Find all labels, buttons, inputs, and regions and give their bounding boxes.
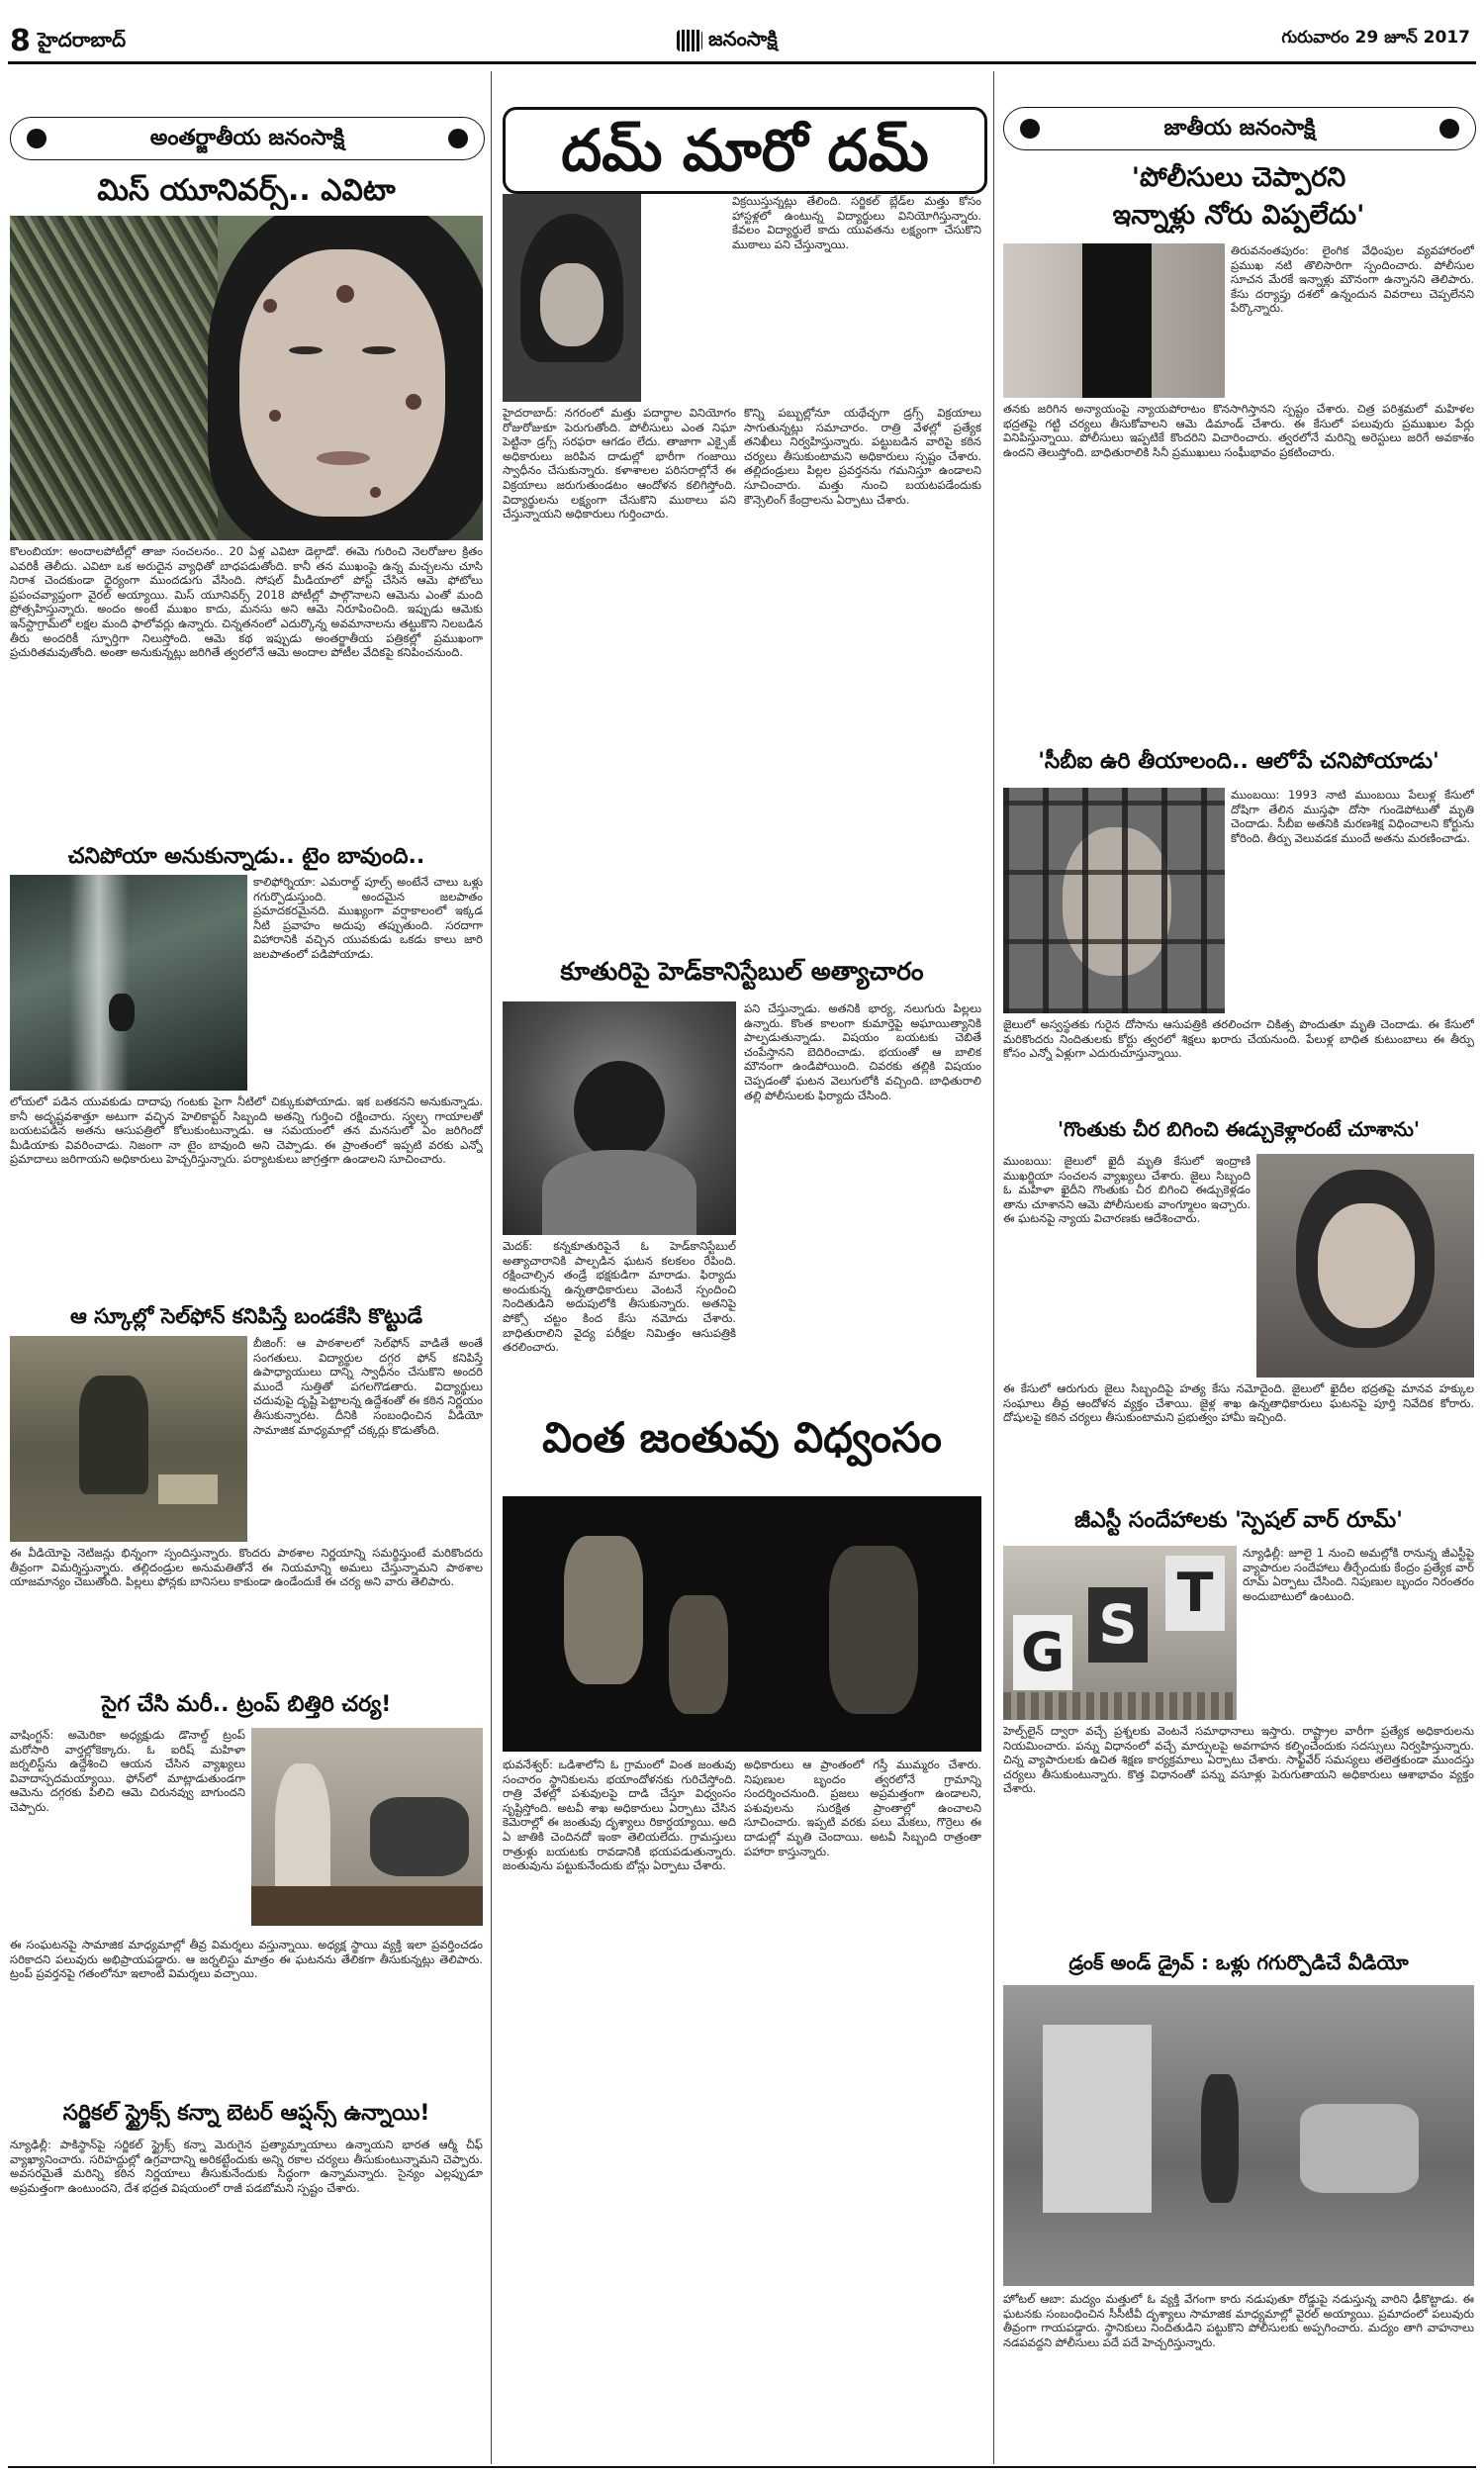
photo-school: [10, 1336, 247, 1542]
article-text: కొలంబియా: అందాలపోటీల్లో తాజా సంచలనం.. 20 ఏళ్ల ఎవిటా డెల్గాడో. ఈమె గురించి నెలరోజుల క్రితం ఎవరికీ తెలీదు. ఎవిటా ఒక అరుదైన వ్యాధితో బాధపడుతోంది. కానీ తన ముఖంపై ఉన్న మచ్చలను చూసి నిరాశ చెందకుండా ధైర్యంగా ముందడుగు వేసింది. సోషల్ మీడియాలో పోస్ట్ చేసిన ఆమె ఫోటోలు ప్రపంచవ్యాప్తంగా వైరల్ అయ్యాయి. మిస్ యూనివర్స్ 2018 పోటీల్లో పాల్గొనాలని ఆమెను ఎంతో మంది ప్రోత్సహిస్తున్నారు. అందం అంటే ముఖం కాదు, మనసు అని ఆమె నిరూపించింది. ఇప్పుడు ఆమెకు ఇన్‌స్టాగ్రామ్‌లో లక్షల మంది ఫాలోవర్లు ఉన్నారు. చిన్నతనంలో ఎదుర్కొన్న అవమానాలను తట్టుకొని నిలబడిన తీరు అందరికీ స్ఫూర్తిగా నిలుస్తోంది. ఆమె కథ ఇప్పుడు అంతర్జాతీయ పత్రికల్లో ప్రముఖంగా ప్రచురితమవుతోంది. అంతా అనుకున్నట్లు జరిగితే త్వరలోనే ఆమె అందాల పోటీల వేదికపై కనిపించనుంది.: [10, 544, 483, 660]
photo-actress: [1003, 243, 1225, 398]
article-text: ముంబయి: జైలులో ఖైదీ మృతి కేసులో ఇంద్రాణి ముఖర్జియా సంచలన వ్యాఖ్యలు చేశారు. జైలు సిబ్బంది ఓ మహిళా ఖైదీని గొంతుకు చీర బిగించి ఈడ్చుకెళ్లడం తాను చూశానని ఆమె పోలీసులకు వాంగ్మూలం ఇచ్చారు. ఈ ఘటనపై న్యాయ విచారణకు ఆదేశించారు.: [1003, 1154, 1251, 1226]
section-dot-icon: [27, 129, 46, 148]
photo-cctv: [1003, 1985, 1474, 2286]
article-text: అధికారులు ఆ ప్రాంతంలో గస్తీ ముమ్మరం చేశారు. నిపుణుల బృందం త్వరలోనే గ్రామాన్ని సందర్శించనుంది. ప్రజలు అప్రమత్తంగా ఉండాలని, పశువులను సురక్షిత ప్రాంతాల్లో ఉంచాలని సూచించారు. ఇప్పటి వరకు పలు మేకలు, గొర్రెలు ఈ దాడుల్లో మృతి చెందాయి. అటవీ సిబ్బంది రాత్రంతా పహారా కాస్తున్నారు.: [744, 1758, 981, 1858]
article-text: న్యూఢిల్లీ: జూలై 1 నుంచి అమల్లోకి రానున్న జీఎస్టీపై వ్యాపారుల సందేహాలు తీర్చేందుకు కేంద్రం ప్రత్యేక వార్ రూమ్ ఏర్పాటు చేసింది. నిపుణుల బృందం నిరంతరం అందుబాటులో ఉంటుంది.: [1243, 1546, 1474, 1603]
center-banner: [503, 107, 987, 194]
headline-actress-line1: 'పోలీసులు చెప్పారని: [1131, 162, 1346, 193]
section-dot-icon: [1439, 119, 1459, 139]
headline-gst: జీఎస్టీ సందేహాలకు 'స్పెషల్ వార్ రూమ్': [1074, 1508, 1403, 1533]
photo-convict: [1003, 788, 1225, 1013]
gst-letter: T: [1165, 1556, 1225, 1631]
photo-waterfall: [10, 875, 247, 1091]
article-text: తిరువనంతపురం: లైంగిక వేధింపుల వ్యవహారంలో ప్రముఖ నటి తొలిసారిగా స్పందించారు. పోలీసుల సూచన మేరకే ఇన్నాళ్లు మౌనంగా ఉన్నానని తెలిపారు. కేసు దర్యాప్తు దశలో ఉన్నందున వివరాలు చెప్పలేనని పేర్కొన్నారు.: [1231, 243, 1474, 316]
masthead-rule: [8, 61, 1476, 64]
page-number: 8: [10, 24, 31, 58]
issue-date: గురువారం 29 జూన్ 2017: [1281, 28, 1470, 48]
photo-gst: [1003, 1546, 1237, 1720]
article-text: బీజింగ్: ఆ పాఠశాలలో సెల్‌ఫోన్ వాడితే అంతే సంగతులు. విద్యార్థుల దగ్గర ఫోన్ కనిపిస్తే ఉపాధ్యాయులు దాన్ని స్వాధీనం చేసుకొని అందరి ముందే సుత్తితో పగలగొడతారు. విద్యార్థులు చదువుపై దృష్టి పెట్టాలన్న ఉద్దేశంతో ఈ కఠిన నిర్ణయం తీసుకున్నారట. దీనికి సంబంధించిన వీడియో సామాజిక మాధ్యమాల్లో చక్కర్లు కొడుతోంది.: [253, 1336, 483, 1437]
headline-trump: సైగ చేసి మరీ.. ట్రంప్ బిత్తిరి చర్య!: [101, 1692, 392, 1717]
photo-trump: [251, 1728, 483, 1926]
article-text: తనకు జరిగిన అన్యాయంపై న్యాయపోరాటం కొనసాగిస్తానని స్పష్టం చేశారు. చిత్ర పరిశ్రమలో మహిళల భద్రతపై గట్టి చర్యలు తీసుకోవాలని ఆమె డిమాండ్ చేశారు. ఈ కేసులో పలువురు ప్రముఖుల పేర్లు వినిపిస్తున్నాయి. పోలీసులు ఇప్పటికే కొందరిని విచారించారు. త్వరలోనే మరిన్ని అరెస్టులు జరిగే అవకాశం ఉందని తెలుస్తోంది. బాధితురాలికి సినీ ప్రముఖులు సంఘీభావం ప్రకటించారు.: [1003, 402, 1474, 459]
section-international: అంతర్జాతీయ జనంసాక్షి: [10, 117, 485, 160]
section-dot-icon: [448, 129, 468, 148]
article-text: జైలులో అస్వస్థతకు గురైన దోసాను ఆసుపత్రికి తరలించగా చికిత్స పొందుతూ మృతి చెందాడు. ఈ కేసులో మరికొందరు నిందితులకు కోర్టు త్వరలో శిక్షలు ఖరారు చేయనుంది. పేలుళ్ల బాధిత కుటుంబాలు ఈ తీర్పు కోసం ఎన్నో ఏళ్లుగా ఎదురుచూస్తున్నాయి.: [1003, 1017, 1474, 1061]
headline-head-constable: కూతురిపై హెడ్‌కానిస్టేబుల్ అత్యాచారం: [560, 957, 924, 986]
headline-drunk-drive: డ్రంక్ అండ్ డ్రైవ్ : ఒళ్లు గగుర్పొడిచే వీడియో: [1068, 1951, 1409, 1974]
article-text: కాలిఫోర్నియా: ఎమరాల్డ్ పూల్స్ అంటేనే చాలు ఒళ్లు గగుర్పొడుస్తుంది. అందమైన జలపాతం ప్రమాదకరమైనది. ముఖ్యంగా వర్షాకాలంలో ఇక్కడ నీటి ప్రవాహం అదుపు తప్పుతుంది. సరదాగా విహారానికి వచ్చిన యువకుడు ఒకడు కాలు జారి జలపాతంలో పడిపోయాడు.: [253, 875, 483, 961]
bottom-rule: [8, 2466, 1476, 2468]
headline-miss-universe: మిస్ యూనివర్స్.. ఎవిటా: [97, 173, 396, 208]
headline-strange-animal: వింత జంతువు విధ్వంసం: [542, 1413, 942, 1462]
photo-victim: [503, 1001, 736, 1235]
article-text: విక్రయిస్తున్నట్లు తేలింది. సర్జికల్ బ్లేడ్‌ల మత్తు కోసం హాస్టళ్లలో ఉంటున్న విద్యార్థులు వినియోగిస్తున్నారు. కేవలం విద్యార్థులే కాదు యువతను లక్ష్యంగా చేసుకొని ముఠాలు పని చేస్తున్నాయి.: [732, 194, 981, 251]
article-text: పని చేస్తున్నాడు. అతనికి భార్య, నలుగురు పిల్లలు ఉన్నారు. కొంత కాలంగా కుమార్తెపై అఘాయిత్యానికి పాల్పడుతున్నాడు. విషయం బయటకు చెబితే చంపేస్తానని బెదిరించాడు. భయంతో ఆ బాలిక మౌనంగా ఉండిపోయింది. చివరకు తల్లికి విషయం చెప్పడంతో ఘటన వెలుగులోకి వచ్చింది. బాధితురాలి తల్లి పోలీసులకు ఫిర్యాదు చేసింది.: [744, 1001, 981, 1102]
article-text: హైదరాబాద్: నగరంలో మత్తు పదార్థాల వినియోగం రోజురోజుకూ పెరుగుతోంది. పోలీసులు ఎంత నిఘా పెట్టినా డ్రగ్స్ సరఫరా ఆగడం లేదు. తాజాగా ఎక్సైజ్ అధికారులు జరిపిన దాడుల్లో భారీగా గంజాయి స్వాధీనం చేసుకున్నారు. కళాశాలల పరిసరాల్లోనే ఈ విక్రయాలు జరుగుతుండటం ఆందోళన కలిగిస్తోంది. విద్యార్థులను లక్ష్యంగా చేసుకొని ముఠాలు పని చేస్తున్నాయని అధికారులు గుర్తించారు.: [503, 406, 736, 522]
gst-letter: G: [1013, 1615, 1072, 1690]
article-text: భువనేశ్వర్: ఒడిశాలోని ఓ గ్రామంలో వింత జంతువు సంచారం స్థానికులను భయాందోళనకు గురిచేస్తోంది. రాత్రి వేళల్లో పశువులపై దాడి చేస్తూ విధ్వంసం సృష్టిస్తోంది. అటవీ శాఖ అధికారులు ఏర్పాటు చేసిన కెమెరాల్లో ఈ జంతువు దృశ్యాలు రికార్డయ్యాయి. అది ఏ జాతికి చెందినదో ఇంకా తెలియలేదు. గ్రామస్తులు రాత్రుళ్లు బయటకు రావడానికి భయపడుతున్నారు. జంతువును పట్టుకునేందుకు బోన్లు ఏర్పాటు చేశారు.: [503, 1758, 736, 1873]
headline-indrani: 'గొంతుకు చీర బిగించి ఈడ్చుకెళ్లారంటే చూశాను': [1057, 1117, 1421, 1141]
column-divider-right: [993, 71, 994, 2464]
photo-indrani: [1256, 1154, 1474, 1378]
paper-name: జనంసాక్షి: [708, 26, 778, 50]
masthead-logo: [677, 26, 778, 55]
headline-school-phones: ఆ స్కూల్లో సెల్‌ఫోన్ కనిపిస్తే బండకేసి కొట్టుడే: [70, 1304, 422, 1328]
headline-actress-line2: ఇన్నాళ్లు నోరు విప్పలేదు': [1112, 200, 1365, 231]
headline-survivor: చనిపోయా అనుకున్నాడు.. టైం బావుంది..: [67, 844, 425, 869]
gst-letter: S: [1088, 1587, 1148, 1663]
article-text: హెల్ప్‌లైన్ ద్వారా వచ్చే ప్రశ్నలకు వెంటనే సమాధానాలు ఇస్తారు. రాష్ట్రాల వారీగా ప్రత్యేక అధికారులను నియమించారు. పన్ను విధానంలో వచ్చే మార్పులపై అవగాహన కల్పించేందుకు సదస్సులు నిర్వహిస్తున్నారు. చిన్న వ్యాపారులకు ఉచిత శిక్షణ కార్యక్రమాలు ఏర్పాటు చేశారు. సాఫ్ట్‌వేర్ సమస్యలు తలెత్తకుండా ముందస్తు చర్యలు తీసుకుంటున్నారు. కొత్త విధానంతో పన్ను వసూళ్లు పెరుగుతాయని అధికారులు ఆశాభావం వ్యక్తం చేశారు.: [1003, 1724, 1474, 1796]
article-text: హోటల్ ఆబా: మద్యం మత్తులో ఓ వ్యక్తి వేగంగా కారు నడుపుతూ రోడ్డుపై నడుస్తున్న వారిని ఢీకొట్టాడు. ఈ ఘటనకు సంబంధించిన సీసీటీవీ దృశ్యాలు సామాజిక మాధ్యమాల్లో వైరల్ అయ్యాయి. ప్రమాదంలో పలువురు తీవ్రంగా గాయపడ్డారు. స్థానికులు నిందితుడిని పట్టుకొని పోలీసులకు అప్పగించారు. మద్యం తాగి వాహనాలు నడపవద్దని పోలీసులు పదే పదే హెచ్చరిస్తున్నారు.: [1003, 2292, 1474, 2349]
article-text: లోయలో పడిన యువకుడు దాదాపు గంటకు పైగా నీటిలో చిక్కుకుపోయాడు. ఇక బతకనని అనుకున్నాడు. కానీ అదృష్టవశాత్తూ అటుగా వచ్చిన హెలికాప్టర్ సిబ్బంది అతన్ని గుర్తించి రక్షించారు. స్వల్ప గాయాలతో బయటపడిన అతను ఆసుపత్రిలో కోలుకుంటున్నాడు. ఆ సమయంలో తన మనసులో ఏం జరిగిందో మీడియాకు వివరించాడు. నిజంగా నా టైం బావుంది అని చెప్పాడు. ఈ ప్రాంతంలో ఇప్పటి వరకు ఎన్నో ప్రమాదాలు జరిగాయని అధికారులు హెచ్చరిస్తున్నారు. పర్యాటకులు జాగ్రత్తగా ఉండాలని సూచించారు.: [10, 1094, 483, 1167]
article-text: కొన్ని పబ్బుల్లోనూ యథేచ్ఛగా డ్రగ్స్ విక్రయాలు సాగుతున్నట్లు సమాచారం. రాత్రి వేళల్లో ప్రత్యేక తనిఖీలు నిర్వహిస్తున్నారు. పట్టుబడిన వారిపై కఠిన చర్యలు తీసుకుంటామని అధికారులు స్పష్టం చేశారు. తల్లిదండ్రులు పిల్లల ప్రవర్తనను గమనిస్తూ ఉండాలని సూచించారు. మత్తు నుంచి బయటపడేందుకు కౌన్సెలింగ్ కేంద్రాలను ఏర్పాటు చేశారు.: [744, 406, 981, 507]
article-text: ఈ సంఘటనపై సామాజిక మాధ్యమాల్లో తీవ్ర విమర్శలు వస్తున్నాయి. అధ్యక్ష స్థాయి వ్యక్తి ఇలా ప్రవర్తించడం సరికాదని పలువురు అభిప్రాయపడ్డారు. ఆ జర్నలిస్టు మాత్రం ఈ ఘటనను తేలికగా తీసుకున్నట్లు తెలిపారు. ట్రంప్ ప్రవర్తనపై గతంలోనూ ఇలాంటి విమర్శలు వచ్చాయి.: [10, 1938, 483, 1981]
headline-surgical-strikes: సర్జికల్ స్ట్రైక్స్ కన్నా బెటర్ ఆప్షన్స్ ఉన్నాయి!: [62, 2101, 430, 2126]
photo-strange-animal: [503, 1496, 981, 1752]
headline-cbi: 'సీబీఐ ఉరి తీయాలంది.. ఆలోపే చనిపోయాడు': [1038, 749, 1439, 774]
logo-icon: [677, 30, 702, 51]
banner-title: దమ్ మారో దమ్: [561, 117, 929, 184]
photo-hooded-man: [503, 194, 641, 402]
column-divider-left: [491, 71, 492, 2464]
article-text: ముంబయి: 1993 నాటి ముంబయి పేలుళ్ల కేసులో దోషిగా తేలిన ముస్తఫా దోసా గుండెపోటుతో మృతి చెందాడు. సీబీఐ అతనికి మరణశిక్ష విధించాలని కోర్టును కోరింది. తీర్పు వెలువడక ముందే అతను మరణించాడు.: [1231, 788, 1474, 845]
article-text: ఈ వీడియోపై నెటిజన్లు భిన్నంగా స్పందిస్తున్నారు. కొందరు పాఠశాల నిర్ణయాన్ని సమర్థిస్తుంటే మరికొందరు తీవ్రంగా విమర్శిస్తున్నారు. తల్లిదండ్రుల అనుమతితోనే ఈ నియమాన్ని అమలు చేస్తున్నామని పాఠశాల యాజమాన్యం చెబుతోంది. పిల్లలు ఫోన్లకు బానిసలు కాకుండా ఉండేందుకే ఈ చర్య అని వారు తెలిపారు.: [10, 1546, 483, 1589]
section-national: జాతీయ జనంసాక్షి: [1003, 107, 1476, 150]
article-text: ఈ కేసులో ఆరుగురు జైలు సిబ్బందిపై హత్య కేసు నమోదైంది. జైలులో ఖైదీల భద్రతపై మానవ హక్కుల సంఘాలు తీవ్ర ఆందోళన వ్యక్తం చేశాయి. జైళ్ల శాఖ ఉన్నతాధికారులు ఘటనపై పూర్తి నివేదిక కోరారు. దోషులపై కఠిన చర్యలు తీసుకుంటామని ప్రభుత్వం హామీ ఇచ్చింది.: [1003, 1381, 1474, 1425]
article-text: న్యూఢిల్లీ: పాకిస్థాన్‌పై సర్జికల్ స్ట్రైక్స్ కన్నా మెరుగైన ప్రత్యామ్నాయాలు ఉన్నాయని భారత ఆర్మీ చీఫ్ వ్యాఖ్యానించారు. సరిహద్దుల్లో ఉగ్రవాదాన్ని అరికట్టేందుకు అన్ని రకాల చర్యలు తీసుకుంటున్నామని చెప్పారు. అవసరమైతే మరిన్ని కఠిన నిర్ణయాలు తీసుకునేందుకు సిద్ధంగా ఉన్నామన్నారు. సైన్యం ఎల్లప్పుడూ అప్రమత్తంగా ఉంటుందని, దేశ భద్రత విషయంలో రాజీ పడబోమని స్పష్టం చేశారు.: [10, 2138, 483, 2195]
article-text: వాషింగ్టన్: అమెరికా అధ్యక్షుడు డొనాల్డ్ ట్రంప్ మరోసారి వార్తల్లోకెక్కారు. ఓ ఐరిష్ మహిళా జర్నలిస్ట్‌ను ఉద్దేశించి ఆయన చేసిన వ్యాఖ్యలు వివాదాస్పదమయ్యాయి. ఫోన్‌లో మాట్లాడుతుండగా ఆమెను దగ్గరకు పిలిచి ఆమె చిరునవ్వు బాగుందని చెప్పారు.: [10, 1728, 245, 1814]
city-label: హైదరాబాద్: [38, 28, 127, 51]
photo-evita: [10, 216, 483, 540]
article-text: మెదక్: కన్నకూతురిపైనే ఓ హెడ్‌కానిస్టేబుల్ అత్యాచారానికి పాల్పడిన ఘటన కలకలం రేపింది. రక్షించాల్సిన తండ్రే భక్షకుడిగా మారాడు. ఫిర్యాదు అందుకున్న ఉన్నతాధికారులు వెంటనే స్పందించి నిందితుడిని అదుపులోకి తీసుకున్నారు. అతనిపై పోక్సో చట్టం కింద కేసు నమోదు చేశారు. బాధితురాలిని వైద్య పరీక్షల నిమిత్తం ఆసుపత్రికి తరలించారు.: [503, 1239, 736, 1355]
section-dot-icon: [1020, 119, 1040, 139]
